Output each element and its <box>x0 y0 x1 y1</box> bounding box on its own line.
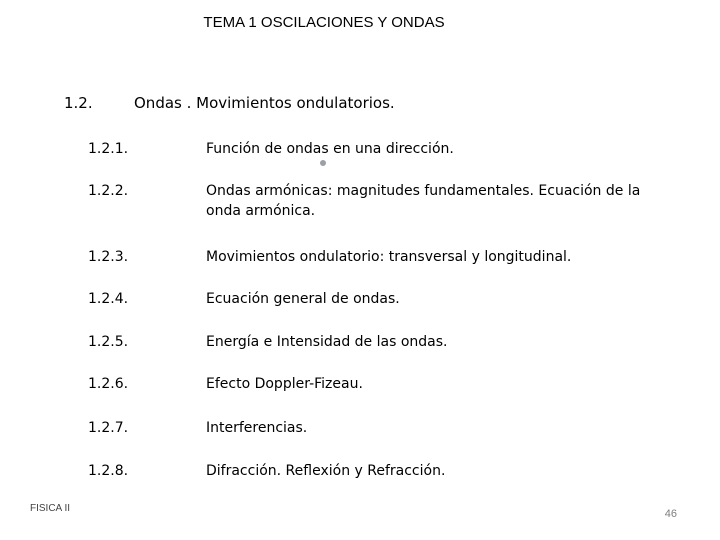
section-number: 1.2. <box>64 94 93 112</box>
slide-title: TEMA 1 OSCILACIONES Y ONDAS <box>203 14 445 31</box>
toc-item-text: Función de ondas en una dirección. <box>206 141 454 157</box>
toc-item-number: 1.2.6. <box>88 376 129 392</box>
toc-item-number: 1.2.3. <box>88 249 129 265</box>
toc-item-number: 1.2.2. <box>88 183 129 199</box>
toc-item-number: 1.2.8. <box>88 463 129 479</box>
toc-item-number: 1.2.4. <box>88 291 129 307</box>
placeholder-dot-icon <box>320 160 326 166</box>
toc-item-number: 1.2.5. <box>88 334 129 350</box>
toc-item-text: Difracción. Reflexión y Refracción. <box>206 463 446 479</box>
toc-item-text: Ecuación general de ondas. <box>206 291 400 307</box>
toc-item-number: 1.2.7. <box>88 420 129 436</box>
section-title: Ondas . Movimientos ondulatorios. <box>134 94 395 112</box>
page-number: 46 <box>664 508 677 520</box>
toc-item-text: Ondas armónicas: magnitudes fundamentales. Ecuación de la onda armónica. <box>206 183 641 219</box>
footer-course-label: FISICA II <box>30 503 71 514</box>
toc-item-text: Interferencias. <box>206 420 308 436</box>
toc-item-text: Energía e Intensidad de las ondas. <box>206 334 448 350</box>
toc-item-number: 1.2.1. <box>88 141 129 157</box>
toc-item-text: Movimientos ondulatorio: transversal y longitudinal. <box>206 249 572 265</box>
toc-item-text: Efecto Doppler-Fizeau. <box>206 376 363 392</box>
